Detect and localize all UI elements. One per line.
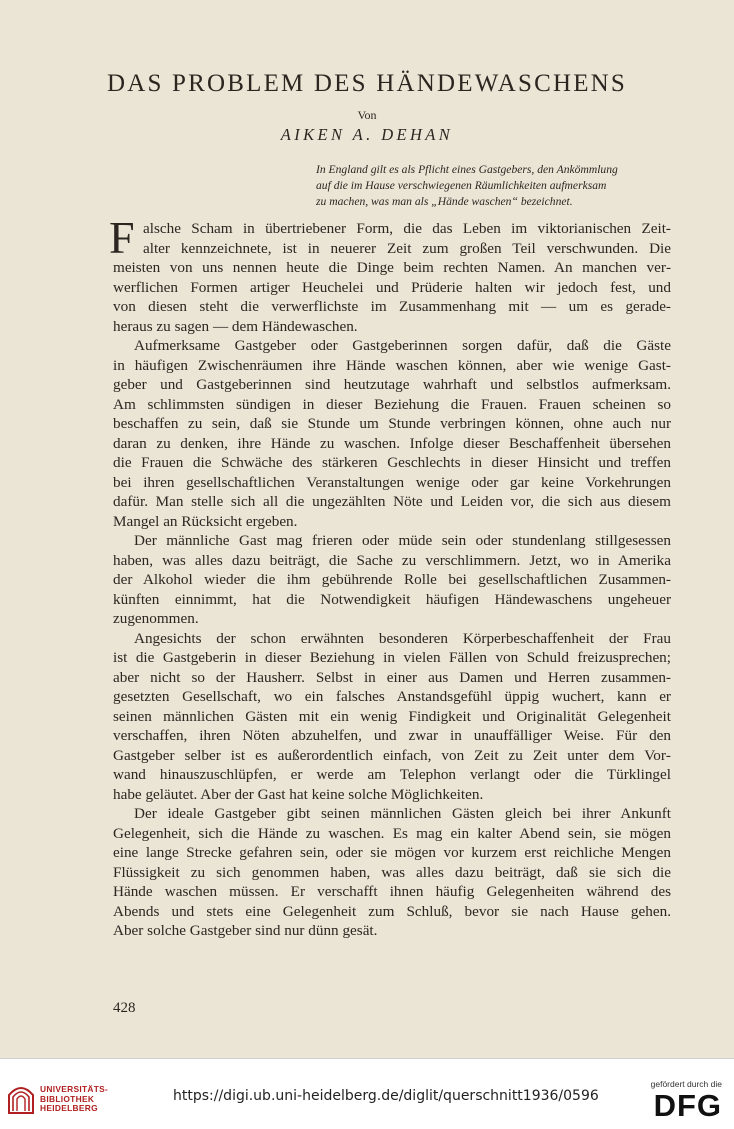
body-line: Abends und stets eine Gelegenheit zum Schluß, bevor sie nach Hause gehen.	[113, 902, 671, 920]
epigraph	[316, 162, 670, 210]
library-line: UNIVERSITÄTS-	[40, 1084, 109, 1094]
page-number: 428	[113, 1000, 136, 1016]
body-line: alter kennzeichnete, ist in neuerer Zeit zum großen Teil verschwunden. Die	[143, 239, 671, 257]
author-name: AIKEN A. DEHAN	[280, 125, 454, 144]
body-line: Angesichts der schon erwähnten besonderen Körperbeschaffenheit der Frau	[134, 629, 671, 647]
epigraph-line: auf die im Hause verschwiegenen Räumlichkeiten aufmerksam	[316, 179, 607, 192]
body-line: verschaffen, ihren Nöten abzuhelfen, und zwar in unauffälliger Weise. Für den	[113, 727, 671, 744]
body-line: ist die Gastgeberin in dieser Beziehung in vielen Fällen von Schuld freizusprechen;	[113, 649, 671, 666]
body-line: Am schlimmsten sündigen in dieser Beziehung die Frauen. Frauen scheinen so	[113, 395, 671, 413]
body-line: gesetzten Gesellschaft, wo ein falsches Anstandsgefühl üppig wuchert, kann er	[113, 688, 671, 705]
body-line: der Alkohol wieder die ihm gebührende Rolle bei gesellschaftlichen Zusammen‑	[113, 571, 671, 588]
viewer-footer	[0, 1058, 734, 1129]
epigraph-line: zu machen, was man als „Hände waschen“ bezeichnet.	[316, 195, 573, 208]
body-line: werflichen Formen artiger Heuchelei und Prüderie halten wir jedoch fest, und	[113, 278, 671, 296]
university-seal-icon	[6, 1081, 36, 1115]
body-line: daran zu denken, ihre Hände zu waschen. Infolge dieser Beschaffenheit übersehen	[113, 434, 671, 452]
body-line: die Frauen die Schwäche des stärkeren Geschlechts in dieser Hinsicht und treffen	[113, 454, 671, 471]
body-line: Aufmerksame Gastgeber oder Gastgeberinnen sorgen dafür, daß die Gäste	[134, 337, 671, 354]
body-line: alsche Scham in übertriebener Form, die das Leben im viktorianischen Zeit‑	[143, 220, 671, 237]
body-line: von diesen steht die verwerflichste im Zusammenhang mit — um es gerade‑	[113, 298, 671, 315]
article-body	[109, 212, 671, 941]
body-line: geber und Gastgeberinnen sind heutzutage wahrhaft und selbstlos aufmerksam.	[113, 376, 671, 393]
body-line: heraus zu sagen — dem Händewaschen.	[113, 317, 358, 335]
body-line: zugenommen.	[113, 610, 199, 627]
library-line: HEIDELBERG	[40, 1103, 98, 1114]
body-line: Gastgeber selber ist es außerordentlich einfach, von Zeit zu Zeit unter dem Vor‑	[113, 746, 671, 764]
body-line: habe geläutet. Aber der Gast hat keine solche Möglichkeiten.	[113, 785, 484, 803]
article-title: DAS PROBLEM DES HÄNDEWASCHENS	[106, 70, 628, 97]
body-line: Der männliche Gast mag frieren oder müde sein oder stundenlang stillgesessen	[134, 532, 671, 549]
body-line: haben, was alles dazu beiträgt, die Sache zu verschlimmern. Jetzt, wo in Amerika	[113, 551, 671, 569]
body-line: meisten von uns nennen heute die Dinge beim rechten Namen. An manchen ver‑	[113, 259, 671, 276]
permalink-url[interactable]: https://digi.ub.uni-heidelberg.de/diglit/querschnitt1936/0596	[173, 1088, 599, 1104]
body-line: Der ideale Gastgeber gibt seinen männlichen Gästen gleich bei ihrer Ankunft	[134, 805, 671, 822]
body-line: in häufigen Zwischenräumen ihre Hände waschen können, aber wie wenige Gast‑	[113, 356, 671, 374]
epigraph-line: In England gilt es als Pflicht eines Gastgebers, den Ankömmlung	[316, 163, 618, 176]
body-line: eine lange Strecke gefahren sein, oder sie mögen vor kurzem erst reichliche Mengen	[113, 844, 671, 861]
library-line: BIBLIOTHEK	[40, 1093, 95, 1104]
body-line: Hände waschen müssen. Er verschafft ihnen häufig Gelegenheiten während des	[113, 883, 671, 900]
drop-cap: F	[109, 212, 135, 263]
body-line: wand hinauszuschlüpfen, er werde am Telephon verlangt oder die Türklingel	[113, 766, 671, 783]
body-line: Mangel an Rücksicht ergeben.	[113, 512, 298, 530]
library-logo-text[interactable]	[40, 1085, 108, 1114]
body-line: bei ihren gesellschaftlichen Veranstaltungen wenige oder gar keine Vorkehrungen	[113, 473, 671, 491]
body-line: Aber solche Gastgeber sind nur dünn gesät.	[113, 922, 378, 939]
body-line: künften einnimmt, hat die Notwendigkeit häufigen Händewaschens ungeheuer	[113, 590, 671, 608]
sponsor-label: gefördert durch die	[650, 1079, 722, 1089]
body-line: Flüssigkeit zu sich genommen haben, was alles dazu beiträgt, daß sie sich die	[113, 863, 671, 881]
dfg-logo[interactable]: DFG	[653, 1088, 722, 1123]
byline-prefix: Von	[357, 108, 377, 122]
body-line: aber nicht so der Hausherr. Selbst in einer aus Damen und Herren zusammen‑	[113, 668, 671, 686]
body-line: Gelegenheit, sich die Hände zu waschen. Es mag ein kalter Abend sein, sie mögen	[113, 824, 671, 842]
body-line: seinen männlichen Gästen mit ein wenig Findigkeit und Originalität Gelegenheit	[113, 707, 671, 725]
body-line: dafür. Man stelle sich all die ungezählten Nöte und Leiden vor, die sich aus diesem	[113, 493, 671, 510]
body-line: beschaffen zu sein, daß sie Stunde um Stunde verbringen können, ohne auch nur	[113, 415, 671, 432]
